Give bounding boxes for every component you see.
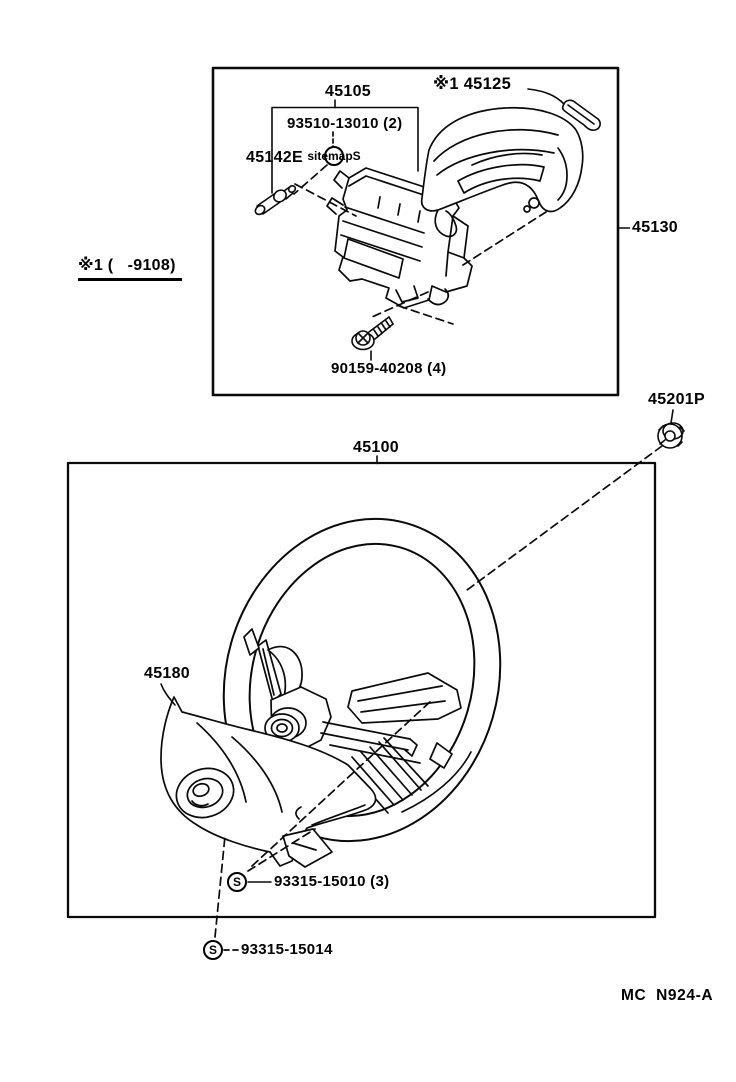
production-range-note: ※1 ( -9108) [78, 258, 182, 281]
s-marker-letter: S [208, 943, 217, 957]
s-marker-letter: S [352, 149, 361, 163]
part-label-45142E: 45142E [246, 149, 303, 166]
part-label-93315-15014: 93315-15014 [241, 941, 333, 958]
part-label-90159-40208: 90159-40208 (4) [331, 360, 447, 377]
contact-pin-drawing [254, 184, 297, 216]
part-label-45201P: 45201P [648, 391, 705, 408]
part-label-45105: 45105 [325, 83, 371, 100]
s-marker-letter: S [232, 875, 241, 889]
standard-part-marker-icon [203, 940, 223, 960]
part-label-45100: 45100 [353, 439, 399, 456]
part-label-45180: 45180 [144, 665, 190, 682]
part-label-93510-13010: 93510-13010 (2) [287, 115, 403, 132]
nut-drawing [658, 423, 684, 448]
standard-part-marker-icon [227, 872, 247, 892]
standard-part-marker-icon: sitemap S [324, 146, 344, 166]
diagram-code: MC N924-A [621, 987, 714, 1004]
bolt-drawing [352, 317, 393, 350]
part-label-93315-15010: 93315-15010 (3) [274, 873, 390, 890]
part-label-45125: ※1 45125 [433, 75, 512, 93]
part-label-45130: 45130 [632, 219, 678, 236]
